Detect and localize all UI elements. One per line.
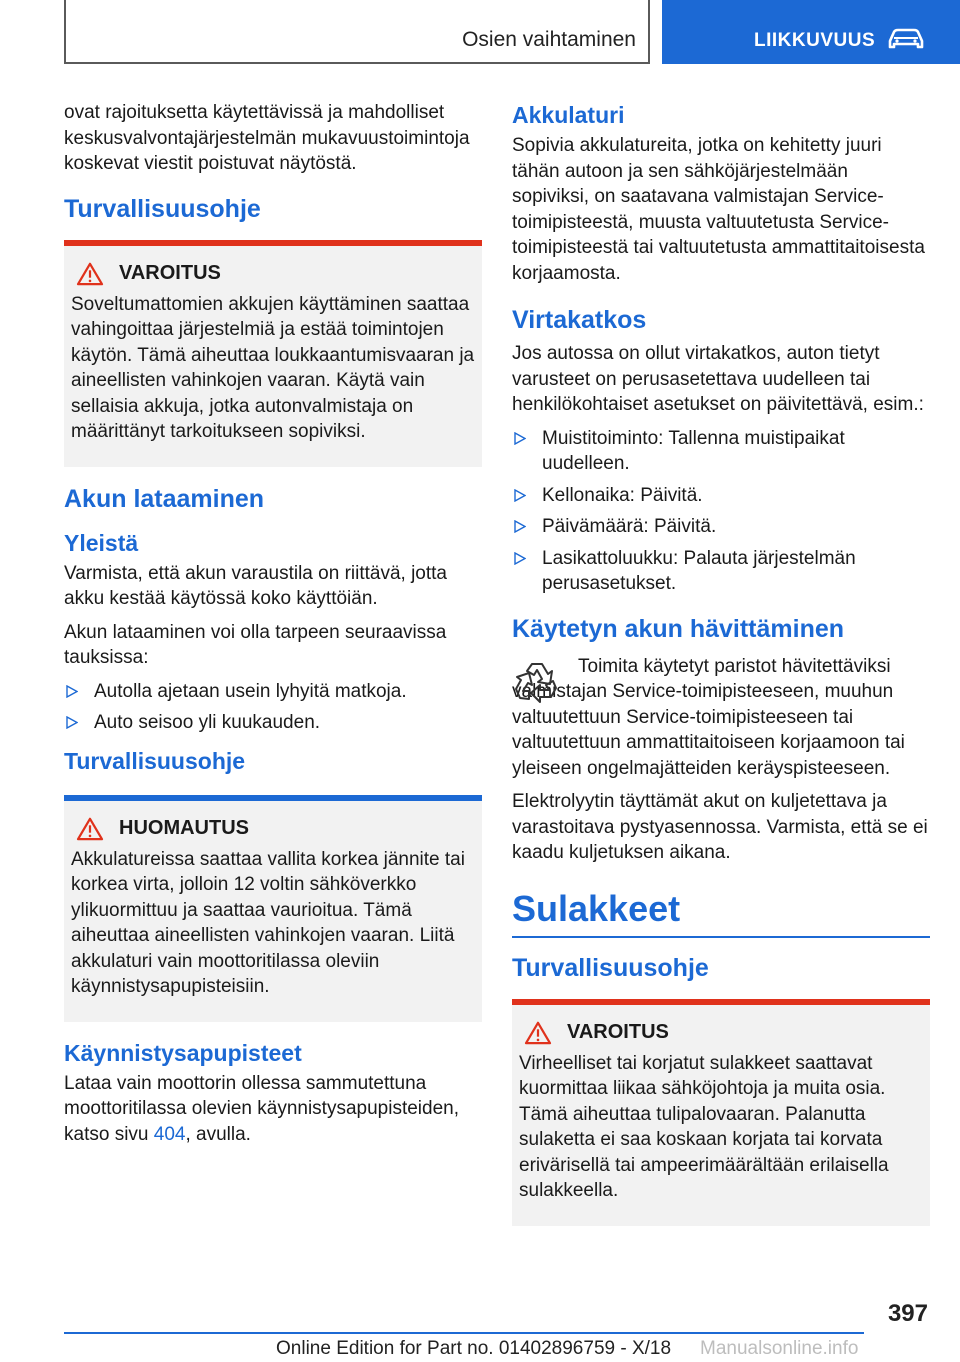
- warning-triangle-icon: [75, 262, 105, 286]
- charger-heading: Akkulaturi: [512, 102, 625, 128]
- disposal-text-2: Elektrolyytin täyttämät akut on kuljetettava ja varastoitava pystyasennossa. Varmista, että se ei kaadu kuljetuksen aikana.: [512, 791, 928, 863]
- general-text-2: Akun lataaminen voi olla tarpeen seuraavissa tauksissa:: [64, 621, 447, 668]
- watermark: Manualsonline.info: [700, 1338, 859, 1359]
- bullet-arrow-icon: [514, 432, 526, 445]
- page-link[interactable]: 404: [153, 1123, 186, 1145]
- car-icon: [886, 27, 926, 51]
- section-title: Osien vaihtaminen: [462, 28, 636, 51]
- jump-start-heading: Käynnistysapupisteet: [64, 1039, 302, 1066]
- warning-title: VAROITUS: [119, 262, 221, 284]
- list-item: Muistitoiminto: Tallenna muistipaikat uudelleen.: [512, 426, 930, 477]
- power-outage-heading: Virtakatkos: [512, 306, 647, 334]
- header-section-box: [64, 0, 650, 64]
- warning-box: [64, 240, 482, 467]
- list-item: Päivämäärä: Päivitä.: [512, 514, 930, 540]
- bullet-arrow-icon: [66, 716, 78, 729]
- notice-title: HUOMAUTUS: [119, 817, 249, 839]
- notice-text: Akkulatureissa saattaa vallita korkea jännite tai korkea virta, jolloin 12 voltin sähköverkko ylikuormittuu ja saattaa vaurioitua. Tämä aiheuttaa aineellisten vahinkojen vaaran. Liitä akkulaturi vain moottoritilassa oleviin käynnistysapupisteisiin.: [71, 848, 465, 997]
- warning-text: Soveltumattomien akkujen käyttäminen saattaa vahingoittaa järjestelmiä ja estää toimintojen käytön. Tämä aiheuttaa loukkaantumisvaaran ja aineellisten vahinkojen vaaran. Käytä vain sellaisia akkuja, jotka autonvalmistaja on määrittänyt tarkoitukseen sopiviksi.: [71, 293, 475, 442]
- list-item: Autolla ajetaan usein lyhyitä matkoja.: [64, 679, 482, 705]
- charger-text: Sopivia akkulatureita, jotka on kehitetty juuri tähän autoon ja sen sähköjärjestelmään sopiviksi, on saatavana valmistajan Service-toimipisteestä, muusta valtuutetusta Service-toimipisteestä tai valtuutetusta ammattitaitoisesta korjaamosta.: [512, 135, 925, 284]
- disposal-heading: Käytetyn akun hävittäminen: [512, 614, 845, 643]
- right-column: [512, 100, 930, 1244]
- recycle-icon: [512, 658, 562, 708]
- chapter-tab[interactable]: [662, 0, 960, 64]
- intro-text: ovat rajoituksetta käytettävissä ja mahdolliset keskusvalvontajärjestelmän mukavuustoimintoja koskevat viestit poistuvat näytöstä.: [64, 102, 470, 174]
- warning-title-2: VAROITUS: [567, 1021, 669, 1043]
- disposal-block: [512, 654, 930, 782]
- chapter-tab-label: LIIKKUVUUS: [754, 30, 876, 51]
- charging-heading: Akun lataaminen: [64, 484, 265, 513]
- disposal-text: Toimita käytetyt paristot hävitettäviksi valmistajan Service-toimipisteeseen, muuhun valtuutettuun Service-toimipisteeseen tai valtuutettuun ammattitaitoiseen korjaamoon tai yleiseen ongelmajätteiden keräyspisteeseen.: [512, 655, 905, 779]
- safety-heading: Turvallisuusohje: [64, 194, 261, 223]
- fuses-heading: Sulakkeet: [512, 888, 930, 938]
- charging-list: [64, 679, 482, 736]
- footer-divider: [64, 1332, 864, 1334]
- warning-triangle-icon: [523, 1021, 553, 1045]
- general-text-1: Varmista, että akun varaustila on riittävä, jotta akku kestää käytössä koko käyttöiän.: [64, 562, 447, 609]
- edition-text: Online Edition for Part no. 01402896759 - X/18: [276, 1338, 672, 1359]
- safety-heading-2: Turvallisuusohje: [64, 747, 246, 774]
- list-item: Lasikattoluukku: Palauta järjestelmän perusasetukset.: [512, 546, 930, 597]
- list-item: Kellonaika: Päivitä.: [512, 483, 930, 509]
- list-item: Auto seisoo yli kuukauden.: [64, 710, 482, 736]
- power-outage-text: Jos autossa on ollut virtakatkos, auton tietyt varusteet on perusasetettava uudelleen tai henkilökohtaiset asetukset on päivitettävä, esim.:: [512, 343, 924, 415]
- warning-text-2: Virheelliset tai korjatut sulakkeet saattavat kuormittaa liikaa sähköjohtoja ja muita osia. Tämä aiheuttaa tulipalovaaran. Palanutta sulaketta ei saa koskaan korjata tai korvata erivärisellä tai ampeerimäärältään erilaisella sulakkeella.: [519, 1052, 889, 1201]
- page-number: 397: [887, 1300, 928, 1327]
- power-outage-list: [512, 426, 930, 597]
- fuses-safety-heading: Turvallisuusohje: [512, 953, 709, 982]
- left-column: [64, 100, 482, 1155]
- bullet-arrow-icon: [66, 685, 78, 698]
- notice-box: [64, 795, 482, 1022]
- warning-box-2: [512, 999, 930, 1226]
- bullet-arrow-icon: [514, 520, 526, 533]
- bullet-arrow-icon: [514, 552, 526, 565]
- bullet-arrow-icon: [514, 489, 526, 502]
- warning-triangle-icon: [75, 817, 105, 841]
- jump-start-text: Lataa vain moottorin ollessa sammutettuna moottoritilassa olevien käynnistysapupisteiden, katso sivu 404, avulla.: [64, 1072, 459, 1145]
- general-heading: Yleistä: [64, 529, 139, 556]
